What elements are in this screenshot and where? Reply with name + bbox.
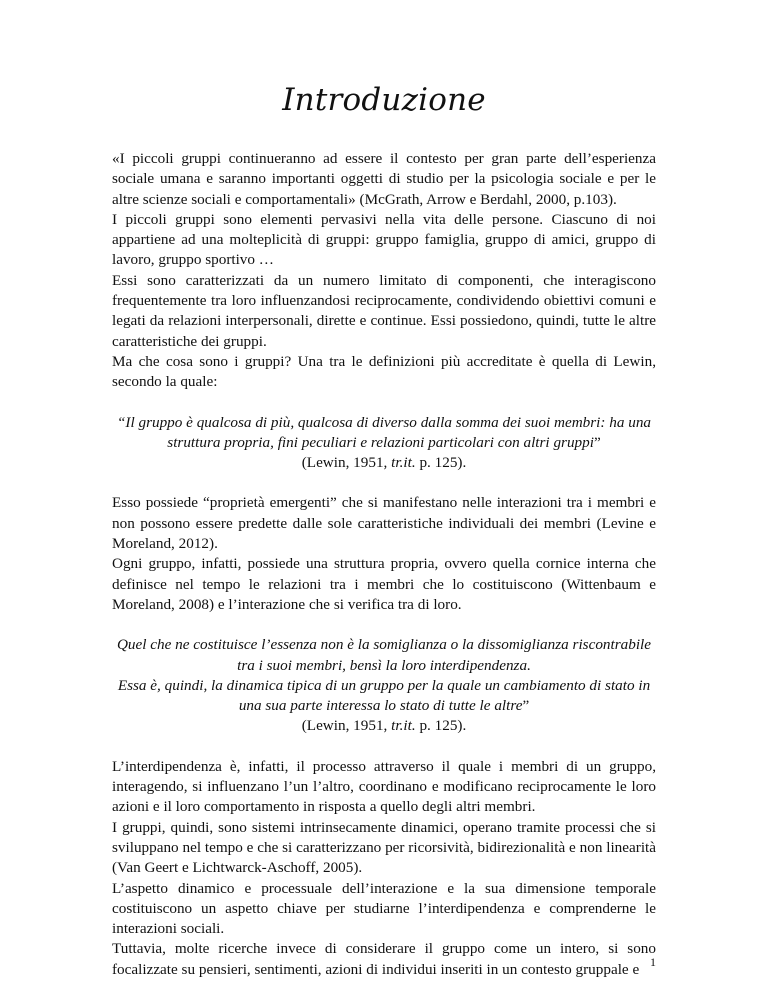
quote-close-mark: ” xyxy=(522,697,530,715)
paragraph: Ma che cosa sono i gruppi? Una tra le definizioni più accreditate è quella di Lewin, secondo la quale: xyxy=(112,352,656,391)
paragraph: Esso possiede “proprietà emergenti” che si manifestano nelle interazioni tra i membri e non possono essere predette dalle sole caratteristiche individuali dei membri (Levine e Moreland, 2012). xyxy=(112,494,656,553)
page-number: 1 xyxy=(650,955,656,969)
paragraph: I gruppi, quindi, sono sistemi intrinsecamente dinamici, operano tramite processi che si sviluppano nel tempo e che si caratterizzano per ricorsività, bidirezionalità e non linearità (Van Geert e Lichtwarck-Aschoff, 2005). xyxy=(112,818,656,877)
citation-text: (Lewin, 1951, xyxy=(301,717,392,735)
quote-line: tra i suoi membri, bensì la loro interdipendenza. xyxy=(237,656,531,674)
quote-line: Essa è, quindi, la dinamica tipica di un gruppo per la quale un cambiamento di stato in xyxy=(117,676,651,694)
quote-line xyxy=(112,433,656,453)
citation-text-italic: tr.it. xyxy=(391,454,416,472)
paragraph: Essi sono caratterizzati da un numero limitato di componenti, che interagiscono frequentemente tra loro influenzandosi reciprocamente, condividendo obiettivi comuni e legati da relazioni interpersonali, dirette e continue. Essi possiedono, quindi, tutte le altre caratteristiche dei gruppi. xyxy=(112,271,656,350)
paragraph: I piccoli gruppi sono elementi pervasivi nella vita delle persone. Ciascuno di noi appartiene ad una molteplicità di gruppi: gruppo famiglia, gruppo di amici, gruppo di lavoro, gruppo sportivo … xyxy=(112,210,656,269)
block-quote xyxy=(112,635,656,736)
quote-citation xyxy=(112,716,656,736)
quote-line: Quel che ne costituisce l’essenza non è la somiglianza o la dissomiglianza riscontrabile xyxy=(116,636,652,654)
quote-close-mark: ” xyxy=(593,433,601,451)
block-quote xyxy=(112,413,656,474)
paragraph: L’interdipendenza è, infatti, il processo attraverso il quale i membri di un gruppo, interagendo, si influenzano l’un l’altro, coordinano e modificano reciprocamente le loro azioni e il loro comportamento in risposta a quello degli altri membri. xyxy=(112,757,656,816)
paragraph: Ogni gruppo, infatti, possiede una struttura propria, ovvero quella cornice interna che definisce nel tempo le relazioni tra i membri che lo costituiscono (Wittenbaum e Moreland, 2008) e l’interazione che si verifica tra di loro. xyxy=(112,555,656,613)
page-title: Introduzione xyxy=(282,82,486,118)
paragraph: «I piccoli gruppi continueranno ad essere il contesto per gran parte dell’esperienza sociale umana e saranno importanti oggetti di studio per la psicologia sociale e per le altre scienze sociali e comportamentali» (McGrath, Arrow e Berdahl, 2000, p.103). xyxy=(112,150,656,208)
citation-text: p. 125). xyxy=(415,717,467,735)
citation-text-italic: tr.it. xyxy=(391,717,416,735)
document-body xyxy=(112,149,656,980)
quote-text: una sua parte interessa lo stato di tutte le altre xyxy=(238,697,523,715)
paragraph: Tuttavia, molte ricerche invece di considerare il gruppo come un intero, si sono focalizzate su pensieri, sentimenti, azioni di individui inseriti in un contesto gruppale e xyxy=(112,940,656,978)
citation-text: (Lewin, 1951, xyxy=(301,454,392,472)
quote-text: struttura propria, fini peculiari e relazioni particolari con altri gruppi xyxy=(167,433,594,451)
quote-citation xyxy=(112,453,656,473)
citation-text: p. 125). xyxy=(415,454,467,472)
quote-line xyxy=(112,696,656,716)
quote-line: “Il gruppo è qualcosa di più, qualcosa di diverso dalla somma dei suoi membri: ha una xyxy=(116,413,652,431)
paragraph: L’aspetto dinamico e processuale dell’interazione e la sua dimensione temporale costituiscono un aspetto chiave per studiarne l’interdipendenza e comprenderne le interazioni sociali. xyxy=(112,879,656,938)
